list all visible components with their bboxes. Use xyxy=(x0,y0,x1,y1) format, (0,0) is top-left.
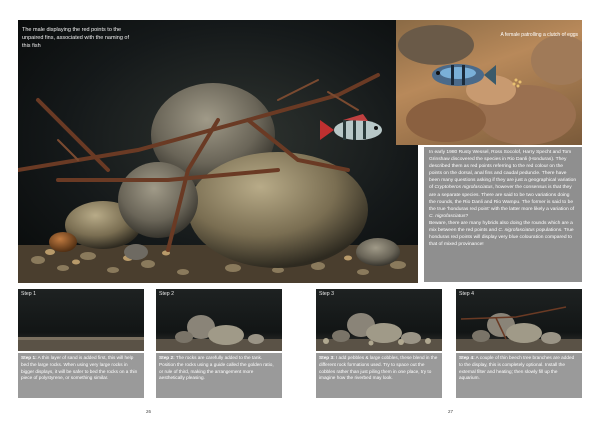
female-fish-illustration xyxy=(396,20,582,145)
info-paragraph-2: Beware, there are many hybrids also doing the rounds which are a mix between the red points and C. nigrofasciatus populations. True honduras red points will display very blue colouration compared to that of mixed provinance! xyxy=(429,220,574,248)
main-aquarium-illustration xyxy=(18,20,418,283)
female-photo-caption: A female patrolling a clutch of eggs xyxy=(500,32,578,38)
main-aquarium-photo xyxy=(18,20,418,283)
step-3-photo xyxy=(316,289,442,351)
step-4-text-box: Step 4: A couple of thin beech tree branches are added to the display, this is completely optional. Install the external filter and heating; then slowly fill up the aquarium. xyxy=(456,353,582,398)
page-number-right: 27 xyxy=(448,409,454,414)
species-info-box xyxy=(424,147,582,282)
male-fish xyxy=(320,114,382,140)
step-4-label: Step 4 xyxy=(459,291,474,297)
step-1-photo xyxy=(18,289,144,351)
step-3-text-box: Step 3: I add pebbles & large cobbles, these blend in the different rock formations used. Try to space out the cobbles rather than just piling them in one place, try to imagine how the riverbed may look. xyxy=(316,353,442,398)
step-2-illustration xyxy=(156,289,282,351)
step-1-illustration xyxy=(18,289,144,351)
step-3-label: Step 3 xyxy=(319,291,334,297)
step-2-label: Step 2 xyxy=(159,291,174,297)
step-2-text-box: Step 2: The rocks are carefully added to the tank. Position the rocks using a guide called the golden ratio, or rule of third, making the arrangement more aesthetically pleasing. xyxy=(156,353,282,398)
info-paragraph-1: In early 1980 Rusty Wessel, Ross Socolof, Harry Specht and Tom Grinshaw discovered the species in Rio Danli (Honduras). They described them as red points referring to the red colour on the points on the dorsal, anal fins and caudal peduncle. There have been many questions asking if they are just a geographical variation of Cryptoheros nigrofasciatus, however the consensus is that they are a separate species. There are said to be two variations doing the rounds, the Rio Danli and Rio Wampu. The former is said to be the true 'honduras red point' with the latter more likely a variation of C. nigrofasciatus? xyxy=(429,150,577,219)
page-number-left: 26 xyxy=(146,409,152,414)
female-fish-photo xyxy=(396,20,582,145)
step-3-illustration xyxy=(316,289,442,351)
step-4-illustration xyxy=(456,289,582,351)
step-2-photo xyxy=(156,289,282,351)
step-1-label: Step 1 xyxy=(21,291,36,297)
step-4-photo xyxy=(456,289,582,351)
main-photo-caption: The male displaying the red points to the unpaired fins, associated with the naming of this fish xyxy=(22,27,130,49)
step-1-text-box: Step 1: A thin layer of sand is added first, this will help bed the large rocks. When using very large rocks in bigger displays, it will be safer to bed the rocks on a thin piece of polystyrene, or something similar. xyxy=(18,353,144,398)
